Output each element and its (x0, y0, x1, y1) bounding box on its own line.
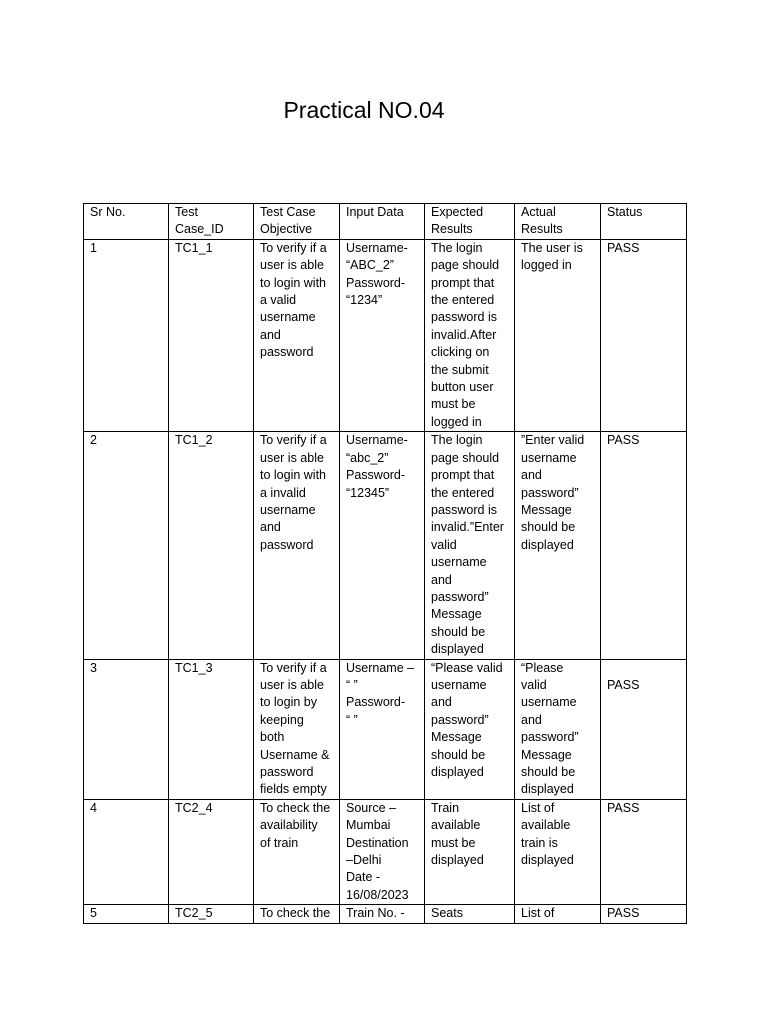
cell-text: and (521, 468, 542, 483)
cell-text: to login by (260, 695, 317, 710)
status-text: PASS (607, 433, 640, 448)
cell-sr-no (84, 905, 169, 924)
cell-text: and (260, 520, 281, 535)
cell-text: username (260, 310, 316, 325)
cell-text: Password- (346, 468, 406, 483)
table-row (84, 659, 687, 799)
cell-actual-results (515, 239, 601, 431)
cell-text: To check the (260, 800, 331, 815)
cell-actual-results (515, 659, 601, 799)
cell-text: Message (521, 747, 572, 762)
table-row (84, 432, 687, 659)
cell-case-id (169, 659, 254, 799)
cell-text: and (260, 327, 281, 342)
status-text: PASS (607, 906, 640, 921)
cell-text: Password- (346, 275, 406, 290)
cell-text: username (521, 450, 577, 465)
cell-text: Date - (346, 870, 381, 885)
cell-text: username (521, 695, 577, 710)
cell-text: Message (431, 730, 482, 745)
cell-text: password” (521, 485, 579, 500)
cell-expected-results (425, 799, 515, 904)
cell-text: Username- (346, 240, 408, 255)
cell-text: must be (431, 397, 476, 412)
cell-text: “Please valid (431, 660, 503, 675)
header-expected-results (425, 204, 515, 240)
cell-text: “ ” (346, 712, 358, 727)
header-actual-results (515, 204, 601, 240)
cell-text: and (431, 572, 452, 587)
cell-text: 1 (90, 240, 97, 255)
cell-text: “ABC_2” (346, 258, 394, 273)
cell-text: displayed (431, 765, 484, 779)
cell-text: TC2_4 (175, 800, 213, 815)
cell-text: –Delhi (346, 853, 382, 868)
header-objective (254, 204, 340, 240)
header-sr-no (84, 204, 169, 240)
cell-text: Train (431, 800, 460, 815)
cell-text: password is (431, 310, 497, 325)
table-row (84, 799, 687, 904)
cell-text: a valid (260, 293, 297, 308)
cell-text: invalid.”Enter (431, 520, 504, 535)
cell-text: displayed (521, 853, 574, 868)
cell-text: to login with (260, 275, 327, 290)
cell-text: valid (521, 677, 547, 692)
cell-text: displayed (431, 853, 484, 868)
cell-text: TC1_2 (175, 433, 213, 448)
cell-actual-results (515, 799, 601, 904)
cell-text: “Please (521, 660, 564, 675)
cell-objective (254, 432, 340, 659)
cell-text: 2 (90, 433, 97, 448)
cell-text: the submit (431, 362, 489, 377)
table-row (84, 239, 687, 431)
cell-text: available (431, 818, 481, 833)
cell-text: Train No. - (346, 906, 405, 921)
cell-text: and (521, 712, 542, 727)
cell-text: user is able (260, 258, 324, 273)
header-text: Actual (521, 205, 556, 219)
cell-status (601, 799, 687, 904)
cell-case-id (169, 432, 254, 659)
cell-text: password (260, 537, 314, 552)
cell-text: displayed (431, 642, 484, 657)
cell-text: should be (431, 747, 486, 762)
table-row (84, 905, 687, 924)
cell-objective (254, 239, 340, 431)
cell-text: button user (431, 380, 494, 395)
cell-sr-no (84, 799, 169, 904)
cell-text: 3 (90, 660, 97, 675)
cell-text: availability (260, 818, 318, 833)
cell-text: invalid.After (431, 327, 497, 342)
cell-text: must be (431, 835, 476, 850)
cell-text: List of (521, 906, 555, 921)
cell-text: To verify if a (260, 660, 327, 675)
cell-text: The login (431, 240, 483, 255)
cell-case-id (169, 905, 254, 924)
cell-text: Mumbai (346, 818, 391, 833)
cell-text: should be (521, 765, 576, 779)
cell-text: “abc_2” (346, 450, 389, 465)
cell-text: To verify if a (260, 240, 327, 255)
cell-expected-results (425, 659, 515, 799)
cell-sr-no (84, 432, 169, 659)
header-text: Case_ID (175, 222, 224, 237)
cell-text: username (260, 502, 316, 517)
cell-sr-no (84, 239, 169, 431)
header-input-data (340, 204, 425, 240)
cell-text: the entered (431, 293, 495, 308)
cell-text: password (260, 345, 314, 360)
cell-text: and (431, 695, 452, 710)
cell-text: prompt that (431, 275, 495, 290)
header-text: Results (521, 222, 563, 237)
status-text: PASS (607, 677, 640, 692)
cell-expected-results (425, 432, 515, 659)
cell-text: username (431, 555, 487, 570)
cell-text: valid (431, 537, 457, 552)
status-text: PASS (607, 240, 640, 255)
cell-text: The user is (521, 240, 583, 255)
cell-status (601, 659, 687, 799)
status-text: PASS (607, 800, 640, 815)
cell-text: prompt that (431, 468, 495, 483)
cell-text: username (431, 677, 487, 692)
cell-actual-results (515, 432, 601, 659)
cell-status (601, 239, 687, 431)
cell-sr-no (84, 659, 169, 799)
cell-text: train is (521, 835, 558, 850)
cell-text: password is (431, 502, 497, 517)
test-case-table (83, 203, 687, 924)
page-title: Practical NO.04 (283, 97, 445, 123)
status-spacer (607, 660, 681, 677)
cell-text: fields empty (260, 782, 327, 797)
cell-text: TC1_3 (175, 660, 213, 675)
cell-expected-results (425, 239, 515, 431)
cell-objective (254, 659, 340, 799)
cell-input-data (340, 432, 425, 659)
cell-objective (254, 905, 340, 924)
cell-text: should be (521, 520, 576, 535)
cell-text: Seats (431, 906, 463, 921)
cell-objective (254, 799, 340, 904)
cell-case-id (169, 239, 254, 431)
cell-text: ”Enter valid (521, 433, 585, 448)
cell-text: logged in (431, 414, 482, 429)
cell-text: To check the (260, 906, 331, 921)
cell-text: displayed (521, 782, 574, 797)
cell-text: Username- (346, 433, 408, 448)
cell-text: password” (521, 730, 579, 745)
cell-text: page should (431, 258, 500, 273)
cell-case-id (169, 799, 254, 904)
cell-input-data (340, 799, 425, 904)
cell-text: password” (431, 589, 489, 604)
header-text: Results (431, 222, 473, 237)
cell-text: user is able (260, 450, 324, 465)
cell-text: Username – (346, 660, 415, 675)
cell-text: To verify if a (260, 433, 327, 448)
cell-text: user is able (260, 677, 324, 692)
cell-text: “ ” (346, 677, 358, 692)
cell-text: Destination (346, 835, 409, 850)
header-text: Test (175, 205, 198, 219)
cell-actual-results (515, 905, 601, 924)
cell-text: keeping (260, 712, 304, 727)
header-text: Sr No. (90, 205, 126, 219)
cell-text: of train (260, 835, 299, 850)
cell-input-data (340, 239, 425, 431)
cell-text: Message (431, 607, 482, 622)
cell-text: “1234” (346, 293, 383, 308)
cell-text: The login (431, 433, 483, 448)
cell-text: 16/08/2023 (346, 887, 409, 902)
cell-text: Password- (346, 695, 406, 710)
cell-text: Username & (260, 747, 330, 762)
cell-status (601, 905, 687, 924)
header-status (601, 204, 687, 240)
header-text: Status (607, 205, 643, 219)
cell-text: Message (521, 502, 572, 517)
cell-text: TC1_1 (175, 240, 213, 255)
cell-text: 4 (90, 800, 97, 815)
cell-status (601, 432, 687, 659)
header-text: Expected (431, 205, 484, 219)
cell-text: should be (431, 624, 486, 639)
cell-text: password” (431, 712, 489, 727)
cell-text: clicking on (431, 345, 490, 360)
cell-text: 5 (90, 906, 97, 921)
cell-text: displayed (521, 537, 574, 552)
cell-text: password (260, 765, 314, 779)
cell-input-data (340, 659, 425, 799)
cell-text: TC2_5 (175, 906, 213, 921)
header-case-id (169, 204, 254, 240)
cell-text: “12345” (346, 485, 390, 500)
header-text: Objective (260, 222, 313, 237)
cell-text: List of (521, 800, 555, 815)
header-text: Input Data (346, 205, 404, 219)
cell-text: both (260, 730, 285, 745)
cell-text: available (521, 818, 571, 833)
cell-text: a invalid (260, 485, 306, 500)
cell-text: the entered (431, 485, 495, 500)
header-row (84, 204, 687, 240)
cell-text: page should (431, 450, 500, 465)
cell-text: logged in (521, 258, 572, 273)
cell-input-data (340, 905, 425, 924)
cell-expected-results (425, 905, 515, 924)
header-text: Test Case (260, 205, 316, 219)
cell-text: to login with (260, 468, 327, 483)
cell-text: Source – (346, 800, 397, 815)
